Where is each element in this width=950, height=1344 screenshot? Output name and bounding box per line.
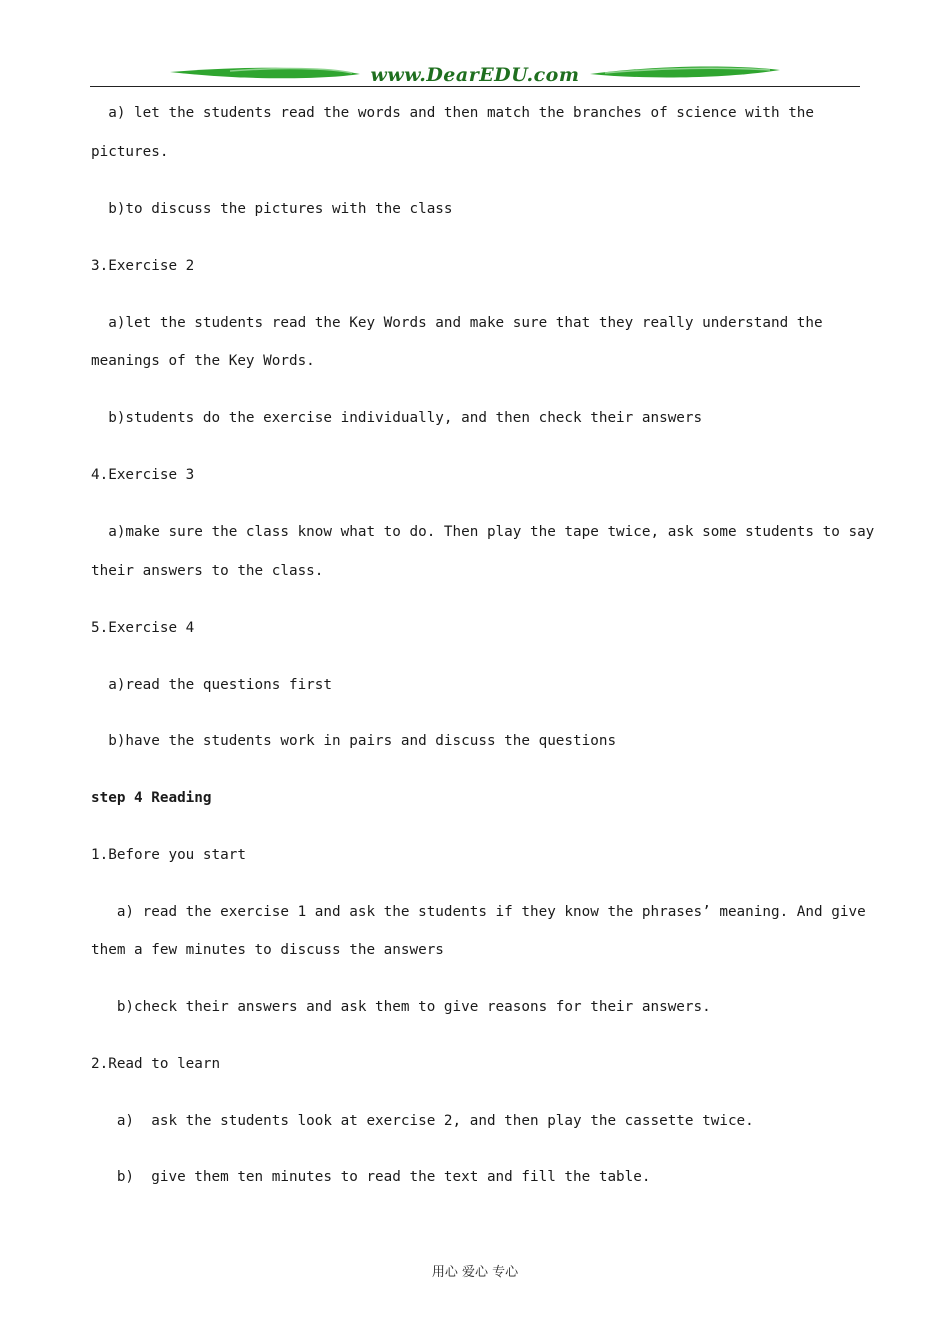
text-line: a) let the students read the words and then match the branches of science with the xyxy=(91,105,815,121)
text-line: 1.Before you start xyxy=(91,847,246,863)
text-line: 5.Exercise 4 xyxy=(91,620,195,636)
text-line: a) read the exercise 1 and ask the students if they know the phrases’ meaning. And give xyxy=(91,904,866,920)
text-line: b) give them ten minutes to read the text and fill the table. xyxy=(91,1169,651,1185)
text-line: a)let the students read the Key Words and make sure that they really understand the xyxy=(91,315,823,331)
text-line: b)students do the exercise individually, and then check their answers xyxy=(91,410,703,426)
page-footer: 用心 爱心 专心 xyxy=(431,1265,519,1280)
text-line: their answers to the class. xyxy=(91,563,324,579)
text-line: b)have the students work in pairs and discuss the questions xyxy=(91,733,617,749)
site-logo-text[interactable]: www.DearEDU.com xyxy=(370,64,580,86)
section-heading: step 4 Reading xyxy=(91,790,212,806)
text-line: a) ask the students look at exercise 2, and then play the cassette twice. xyxy=(91,1113,754,1129)
text-line: pictures. xyxy=(91,144,169,160)
text-line: 4.Exercise 3 xyxy=(91,467,195,483)
text-line: 3.Exercise 2 xyxy=(91,258,195,274)
text-line: b)to discuss the pictures with the class xyxy=(91,201,453,217)
text-line: a)make sure the class know what to do. Then play the tape twice, ask some students to say xyxy=(91,524,875,540)
text-line: 2.Read to learn xyxy=(91,1056,221,1072)
header-divider xyxy=(90,86,860,87)
text-line: them a few minutes to discuss the answers xyxy=(91,942,444,958)
text-line: a)read the questions first xyxy=(91,677,333,693)
text-line: b)check their answers and ask them to give reasons for their answers. xyxy=(91,999,711,1015)
text-line: meanings of the Key Words. xyxy=(91,353,315,369)
